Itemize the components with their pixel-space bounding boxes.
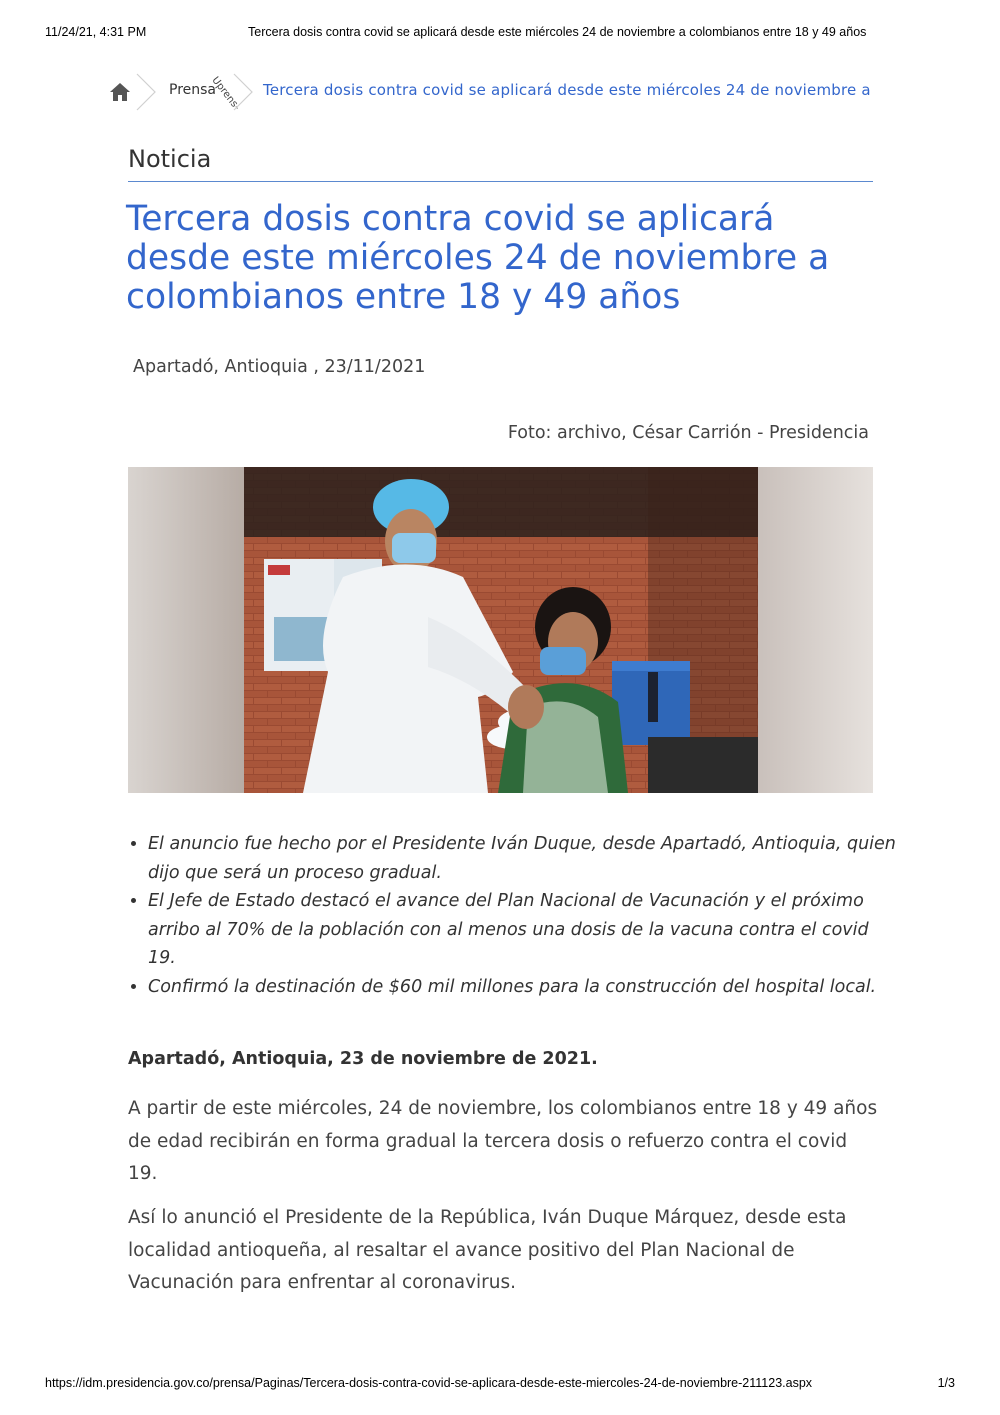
list-item: • El Jefe de Estado destacó el avance del Plan Nacional de Vacunación y el próximo arribo al 70% de la población con al menos una dosis de la vacuna contra el covid 19. — [148, 887, 898, 973]
article-highlights — [128, 830, 898, 1001]
article-lead: Apartadó, Antioquia, 23 de noviembre de 2021. — [128, 1049, 598, 1069]
photo-credit: Foto: archivo, César Carrión - Presidencia — [507, 423, 869, 443]
article-paragraph: Así lo anunció el Presidente de la República, Iván Duque Márquez, desde esta localidad antioqueña, al resaltar el avance positivo del Plan Nacional de Vacunación para enfrentar al coronavirus. — [128, 1207, 847, 1293]
article-title: Tercera dosis contra covid se aplicará desde este miércoles 24 de noviembre a colombianos entre 18 y 49 años — [126, 199, 830, 317]
print-page-title: Tercera dosis contra covid se aplicará desde este miércoles 24 de noviembre a colombianos entre 18 y 49 años — [248, 25, 867, 39]
breadcrumb-chevron-icon — [135, 72, 157, 112]
article-dateline: Apartadó, Antioquia , 23/11/2021 — [133, 357, 426, 377]
print-url: https://idm.presidencia.gov.co/prensa/Paginas/Tercera-dosis-contra-covid-se-aplicara-desde-este-miercoles-24-de-noviembre-211123.aspx — [45, 1376, 813, 1390]
print-header — [45, 25, 912, 41]
print-datetime: 11/24/21, 4:31 PM — [45, 25, 147, 39]
section-divider — [128, 181, 873, 182]
breadcrumb-item-prensa[interactable]: Prensa — [169, 82, 217, 98]
vaccination-photo-illustration — [128, 467, 873, 793]
print-footer — [45, 1376, 955, 1392]
page-number: 1/3 — [937, 1376, 955, 1390]
breadcrumb-chevron-icon — [232, 72, 254, 112]
breadcrumb — [108, 72, 908, 112]
breadcrumb-overflow-text: Uprens- — [209, 75, 242, 113]
article-paragraph: A partir de este miércoles, 24 de noviembre, los colombianos entre 18 y 49 años de edad recibirán en forma gradual la tercera dosis o refuerzo contra el covid 19. — [128, 1098, 878, 1184]
article-photo — [128, 467, 873, 793]
list-item: • El anuncio fue hecho por el Presidente Iván Duque, desde Apartadó, Antioquia, quien dijo que será un proceso gradual. — [148, 830, 898, 887]
section-label: Noticia — [128, 145, 212, 173]
breadcrumb-item-current[interactable]: Tercera dosis contra covid se aplicará desde este miércoles 24 de noviembre a — [263, 81, 871, 99]
home-icon[interactable] — [108, 80, 132, 104]
list-item: • Confirmó la destinación de $60 mil millones para la construcción del hospital local. — [148, 973, 898, 1002]
